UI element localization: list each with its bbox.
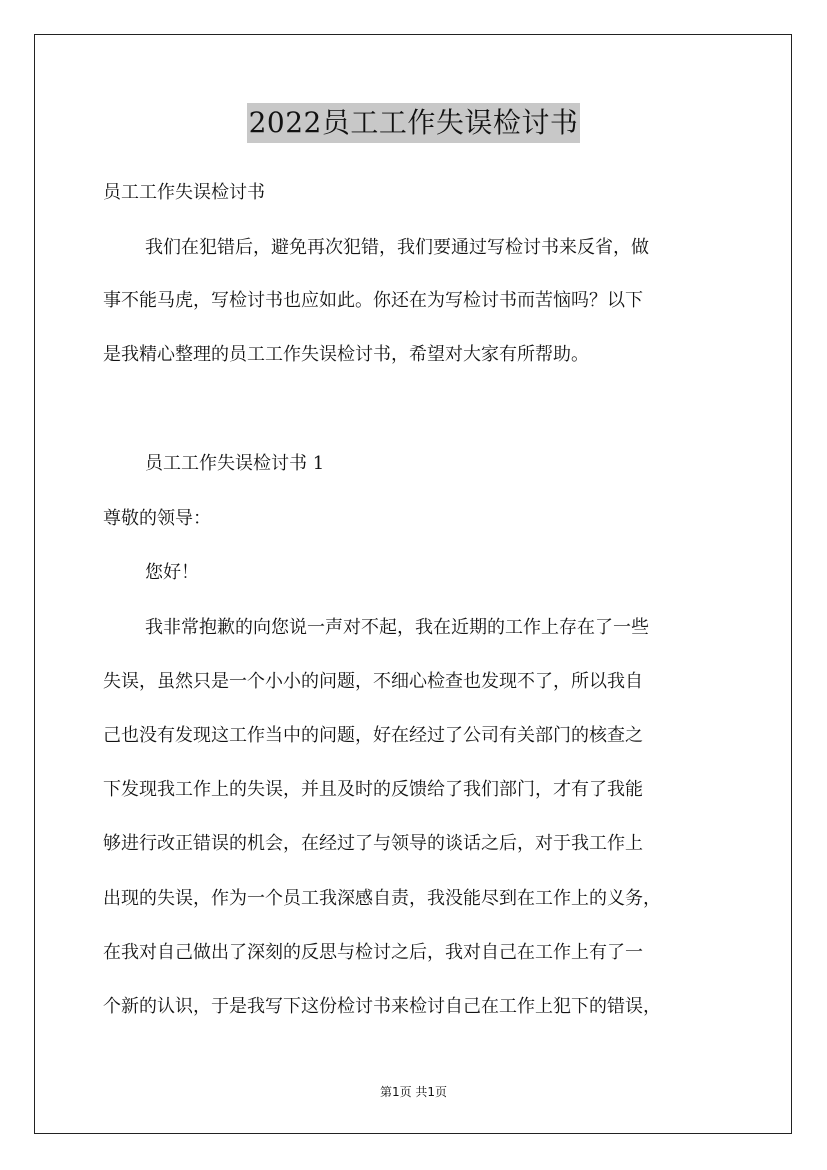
section-heading: 员工工作失误检讨书 1 — [145, 453, 325, 474]
page-number-footer: 第1页 共1页 — [379, 1085, 448, 1099]
body-line: 失误，虽然只是一个小小的问题，不细心检查也发现不了，所以我自 — [103, 671, 643, 692]
intro-line: 是我精心整理的员工工作失误检讨书，希望对大家有所帮助。 — [103, 344, 589, 365]
body-line: 己也没有发现这工作当中的问题，好在经过了公司有关部门的核查之 — [103, 725, 643, 746]
document-title: 2022员工工作失误检讨书 — [247, 103, 581, 143]
body-line: 我非常抱歉的向您说一声对不起，我在近期的工作上存在了一些 — [145, 617, 649, 638]
document-subtitle: 员工工作失误检讨书 — [103, 182, 265, 203]
salutation: 尊敬的领导： — [103, 508, 211, 529]
greeting: 您好！ — [145, 562, 199, 583]
body-line: 下发现我工作上的失误，并且及时的反馈给了我们部门，才有了我能 — [103, 779, 643, 800]
intro-line: 事不能马虎，写检讨书也应如此。你还在为写检讨书而苦恼吗？以下 — [103, 290, 643, 311]
title-container — [0, 103, 827, 143]
body-line: 在我对自己做出了深刻的反思与检讨之后，我对自己在工作上有了一 — [103, 942, 643, 963]
body-line: 个新的认识，于是我写下这份检讨书来检讨自己在工作上犯下的错误， — [103, 996, 661, 1017]
body-line: 够进行改正错误的机会，在经过了与领导的谈话之后，对于我工作上 — [103, 833, 643, 854]
intro-line: 我们在犯错后，避免再次犯错，我们要通过写检讨书来反省，做 — [145, 237, 649, 258]
body-line: 出现的失误，作为一个员工我深感自责，我没能尽到在工作上的义务， — [103, 888, 661, 909]
